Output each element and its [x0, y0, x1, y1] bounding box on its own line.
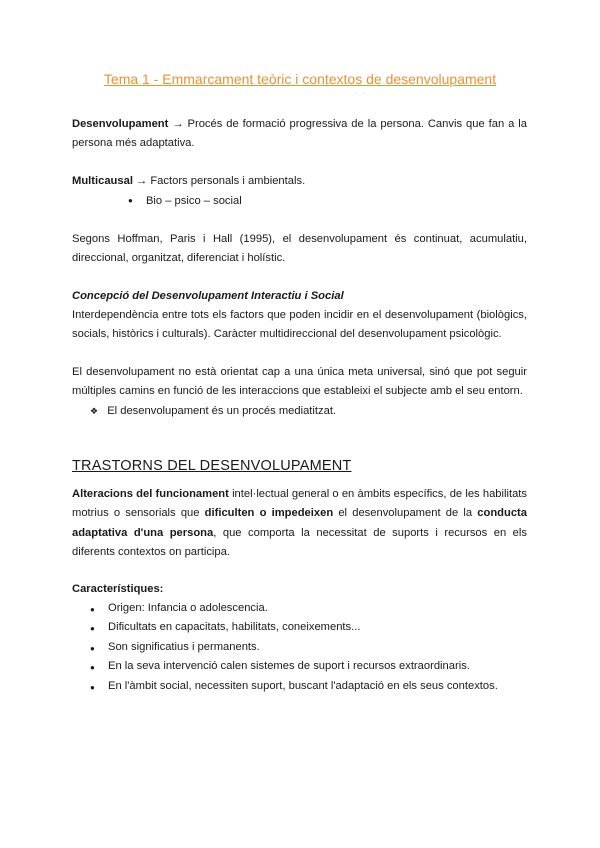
- bullet-dot: ●: [90, 663, 95, 673]
- multicausal-bullet-text: Bio – psico – social: [145, 195, 242, 207]
- orientat-paragraph: El desenvolupament no està orientat cap a una única meta universal, sinó que pot seguir múltiples camins en funció de les interaccions que estableixi el subjecte amb el seu entorn.: [72, 366, 527, 398]
- definition-desenvolupament: [72, 115, 527, 154]
- list-item: [90, 638, 498, 657]
- document-title: Tema 1 - Emmarcament teòric i contextos de desenvolupament: [103, 71, 497, 87]
- orientat-bullet: [90, 402, 336, 421]
- list-item-text: Son significatius i permanents.: [108, 640, 260, 653]
- bullet-dot: ●: [90, 605, 95, 614]
- bullet-dot: ●: [128, 196, 133, 205]
- definition-text: Procés de formació progressiva de la persona. Canvis que fan a la persona més adaptativa.: [72, 118, 528, 150]
- list-item: [90, 657, 498, 676]
- bullet-dot: ●: [90, 682, 95, 692]
- list-item: [90, 599, 498, 618]
- orientat-bullet-text: El desenvolupament és un procés mediatitzat.: [107, 405, 337, 417]
- trastorns-definition: [72, 485, 527, 563]
- bullet-dot: ●: [90, 624, 95, 634]
- definition-multicausal: [72, 172, 527, 191]
- multicausal-bullet: [128, 191, 242, 211]
- definition-text-part3: , que comporta la necessitat de suports i recursos en els diferents contextos on participa.: [72, 526, 527, 559]
- bullet-dot: ●: [90, 643, 95, 653]
- term-desenvolupament: Desenvolupament: [72, 118, 169, 130]
- list-item: [90, 677, 498, 696]
- list-item: [90, 618, 498, 637]
- caracteristiques-heading: Característiques:: [72, 583, 164, 595]
- multicausal-text: Factors personals i ambientals.: [150, 175, 306, 187]
- definition-text-part1: intel·lectual general o en àmbits específics, de les habilitats motrius o sensorials que: [72, 488, 528, 520]
- trastorns-heading: TRASTORNS DEL DESENVOLUPAMENT: [72, 458, 352, 474]
- hoffman-paragraph: Segons Hoffman, Paris i Hall (1995), el desenvolupament és continuat, acumulatiu, direccional, organitzat, diferenciat i holístic.: [72, 233, 527, 265]
- concepcio-paragraph: Interdependència entre tots els factors que poden incidir en el desenvolupament (biològics, socials, històrics i culturals). Caràcter multidireccional del desenvolupament psicològic.: [72, 309, 527, 341]
- bold-dificulten: dificulten o impedeixen: [204, 507, 334, 520]
- caracteristiques-list: [90, 599, 498, 696]
- list-item-text: Dificultats en capacitats, habilitats, coneixements...: [108, 621, 361, 634]
- term-multicausal: Multicausal: [72, 175, 133, 187]
- concepcio-heading: Concepció del Desenvolupament Interactiu i Social: [72, 290, 344, 302]
- list-item-text: En la seva intervenció calen sistemes de suport i recursos extraordinaris.: [108, 660, 470, 673]
- definition-text-part2: el desenvolupament de la: [333, 507, 478, 520]
- arrow-symbol: →: [136, 175, 148, 187]
- bold-alteracions: Alteracions del funcionament: [72, 488, 229, 500]
- arrow-symbol: →: [172, 118, 184, 130]
- diamond-bullet-icon: ❖: [90, 406, 99, 416]
- list-item-text: Origen: Infancia o adolescencia.: [108, 602, 268, 614]
- bold-conducta: conducta adaptativa d'una persona: [72, 507, 527, 539]
- list-item-text: En l'àmbit social, necessiten suport, buscant l'adaptació en els seus contextos.: [108, 679, 498, 692]
